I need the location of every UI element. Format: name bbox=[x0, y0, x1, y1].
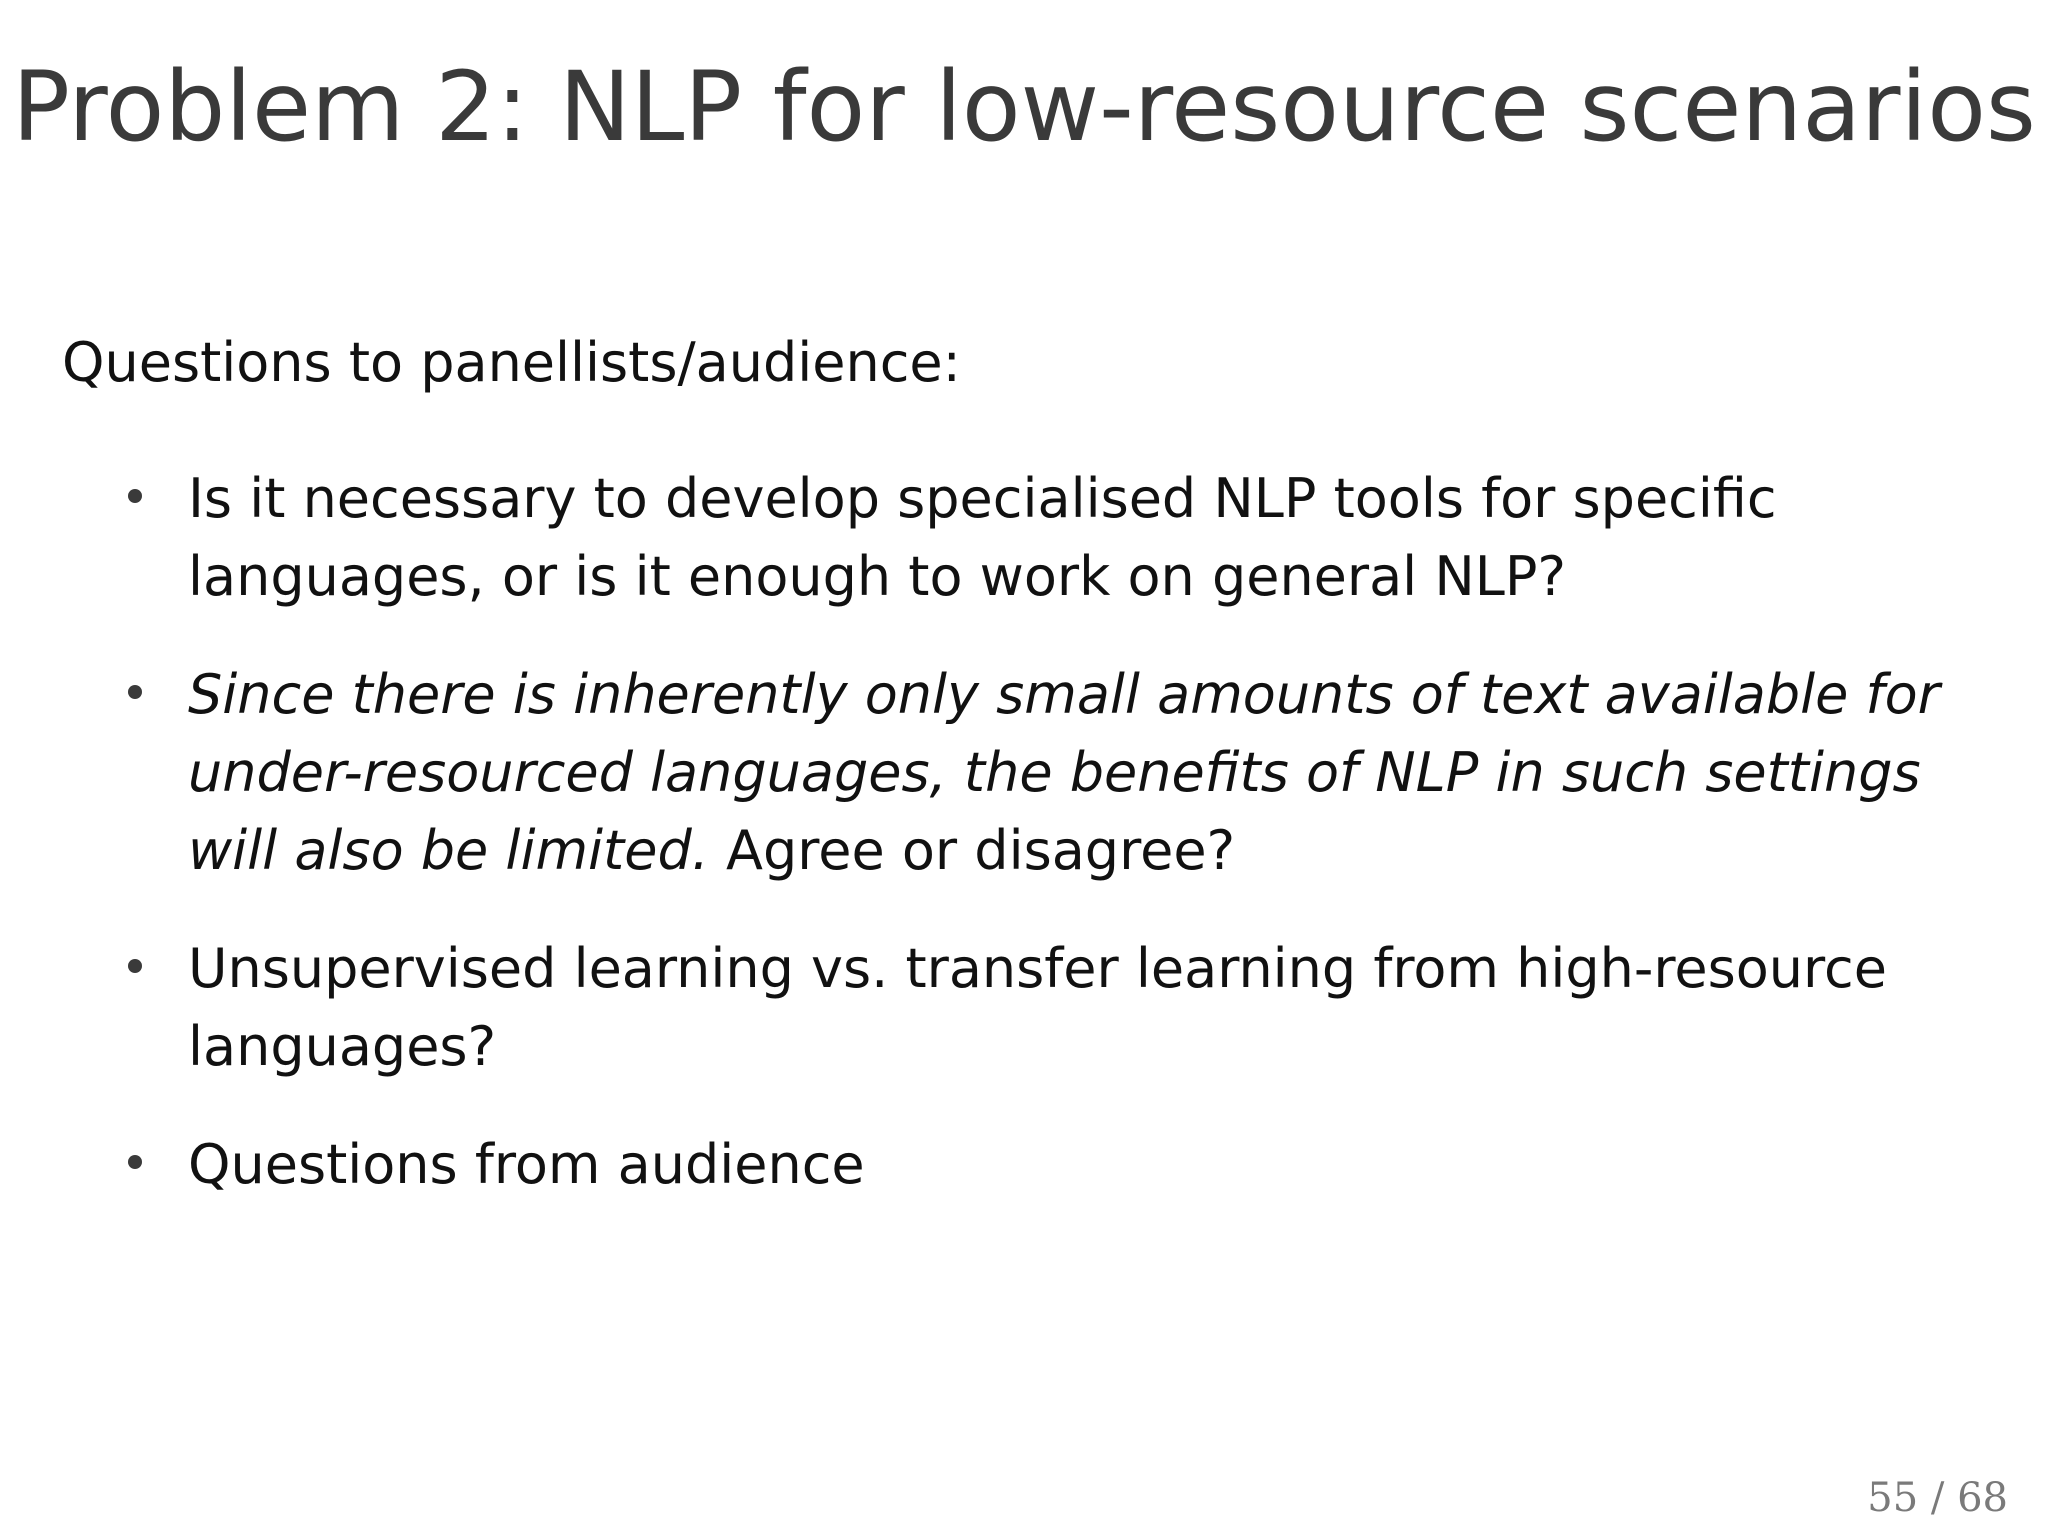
bullet-2-text: Agree or disagree? bbox=[708, 819, 1236, 882]
intro-text: Questions to panellists/audience: bbox=[62, 331, 961, 394]
page-separator: / bbox=[1930, 1475, 1945, 1521]
page-current: 55 bbox=[1867, 1475, 1919, 1521]
bullet-item-3 bbox=[122, 930, 2002, 1086]
bullet-dot-icon bbox=[128, 1155, 142, 1169]
page-total: 68 bbox=[1957, 1475, 2008, 1521]
bullet-item-2 bbox=[122, 656, 2002, 890]
slide-title: Problem 2: NLP for low-resource scenarios bbox=[12, 51, 2036, 163]
bullet-item-1 bbox=[122, 460, 2002, 616]
bullet-list bbox=[122, 460, 2002, 1244]
bullet-1-text: Is it necessary to develop specialised NLP tools for specific languages, or is it enough to work on general NLP? bbox=[188, 467, 1777, 608]
page-number bbox=[1867, 1475, 2008, 1521]
bullet-2-italic-text: Since there is inherently only small amounts of text available for under-resourced languages, the benefits of NLP in such settings will also be limited. bbox=[188, 663, 1940, 882]
bullet-dot-icon bbox=[128, 959, 142, 973]
bullet-dot-icon bbox=[128, 685, 142, 699]
bullet-item-4 bbox=[122, 1126, 2002, 1204]
bullet-dot-icon bbox=[128, 489, 142, 503]
bullet-4-text: Questions from audience bbox=[188, 1133, 865, 1196]
bullet-3-text: Unsupervised learning vs. transfer learning from high-resource languages? bbox=[188, 937, 1887, 1078]
